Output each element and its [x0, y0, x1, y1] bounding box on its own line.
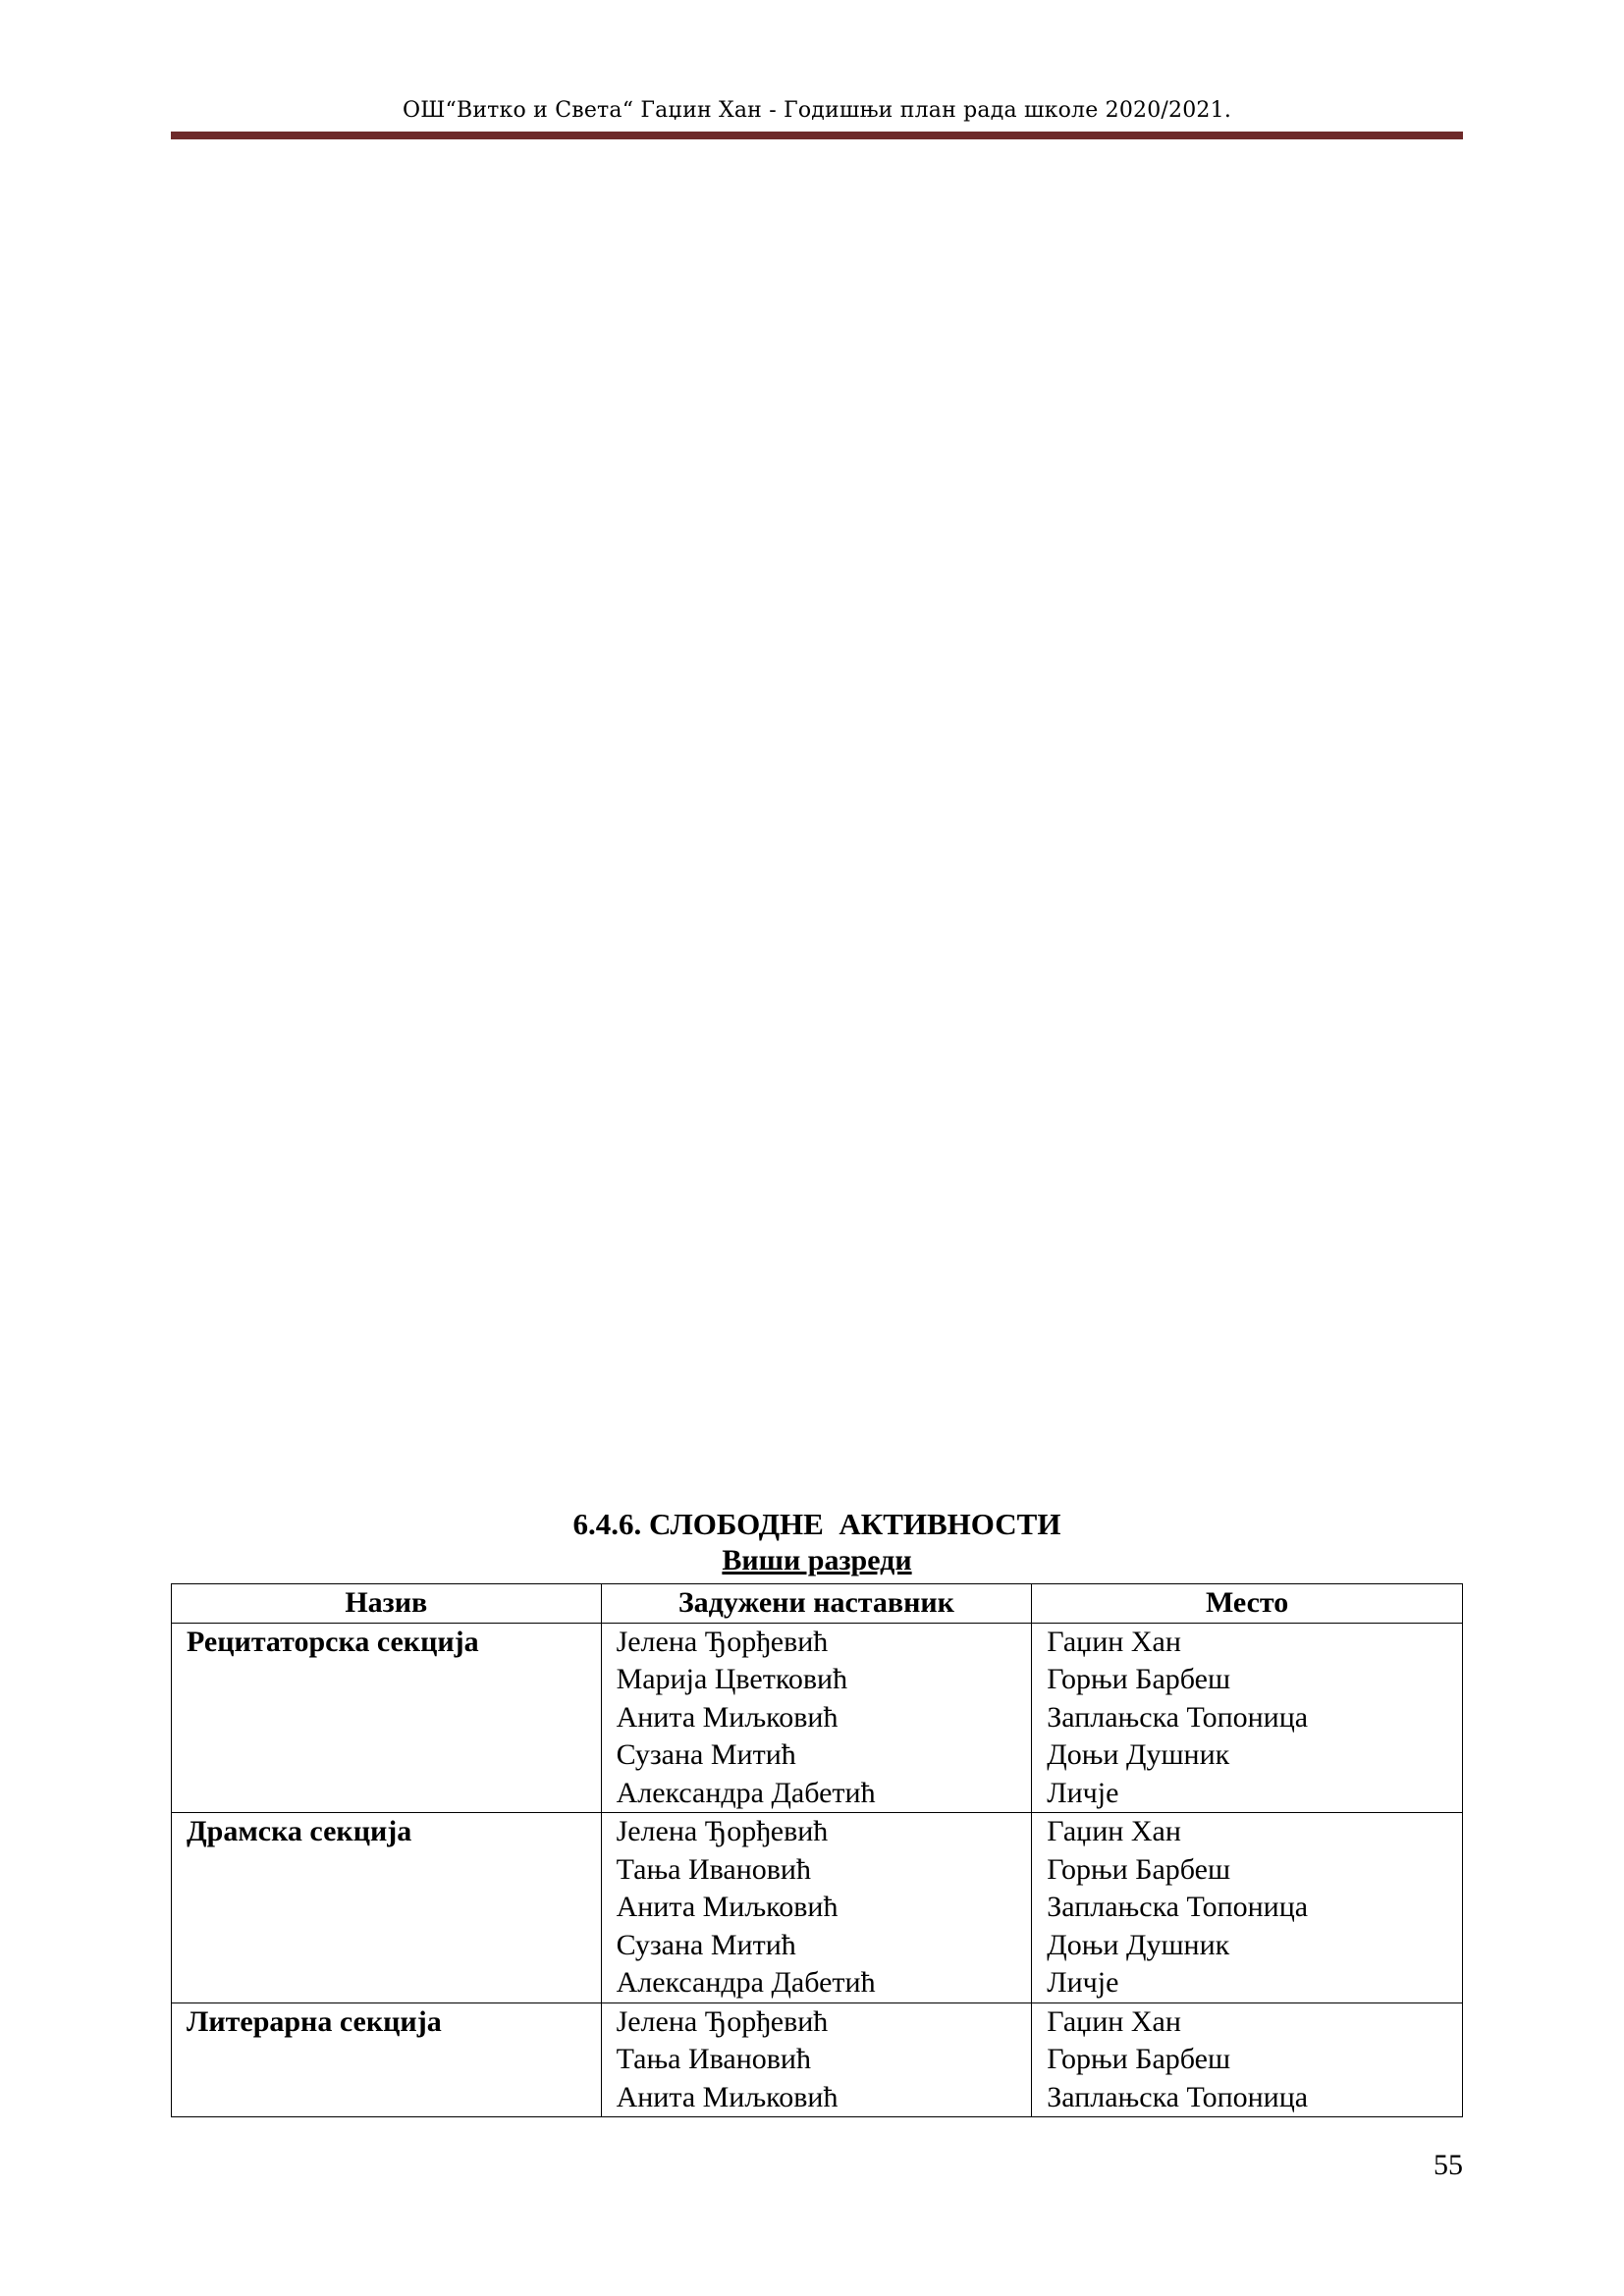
place-name: Горњи Барбеш: [1047, 1852, 1231, 1886]
teacher-name: Сузана Митић: [616, 1928, 796, 1961]
teacher-list: [601, 1623, 1032, 1813]
place-list: [1032, 1623, 1463, 1813]
activity-name: Рецитаторска секција: [172, 1623, 602, 1813]
header-rule: [171, 132, 1463, 139]
teacher-name: Јелена Ђорђевић: [616, 1625, 829, 1658]
page-number: 55: [1434, 2149, 1463, 2181]
teacher-name: Тања Ивановић: [616, 2043, 811, 2075]
place-list: [1032, 1813, 1463, 2003]
teacher-name: Марија Цветковић: [616, 1663, 848, 1695]
teacher-name: Јелена Ђорђевић: [616, 2004, 829, 2038]
place-name: Горњи Барбеш: [1047, 1663, 1231, 1695]
column-header-teacher: Задужени наставник: [601, 1584, 1032, 1624]
activity-name: Драмска секција: [172, 1813, 602, 2003]
place-name: Заплањска Топоница: [1047, 2080, 1309, 2113]
teacher-list: [601, 2002, 1032, 2117]
teacher-name: Јелена Ђорђевић: [616, 1815, 829, 1847]
table-row: [172, 1623, 1463, 1813]
activities-table: [171, 1583, 1463, 2117]
teacher-name: Александра Дабетић: [616, 1776, 876, 1809]
column-header-place: Место: [1032, 1584, 1463, 1624]
teacher-name: Анита Миљковић: [616, 1891, 839, 1923]
place-name: Заплањска Топоница: [1047, 1700, 1309, 1734]
page-header: ОШ“Витко и Света“ Гаџин Хан - Годишњи план рада школе 2020/2021.: [402, 98, 1232, 123]
teacher-name: Александра Дабетић: [616, 1966, 876, 1999]
place-name: Личје: [1047, 1966, 1119, 1999]
teacher-name: Анита Миљковић: [616, 1700, 839, 1734]
place-name: Доњи Душник: [1047, 1928, 1230, 1961]
place-name: Горњи Барбеш: [1047, 2043, 1231, 2075]
teacher-name: Анита Миљковић: [616, 2080, 839, 2113]
table-row: [172, 1813, 1463, 2003]
teacher-list: [601, 1813, 1032, 2003]
section-subtitle: Виши разреди: [722, 1544, 912, 1576]
activity-name: Литерарна секција: [172, 2002, 602, 2117]
place-name: Гаџин Хан: [1047, 1815, 1181, 1847]
table-row: [172, 2002, 1463, 2117]
teacher-name: Сузана Митић: [616, 1738, 796, 1771]
table-header-row: [172, 1584, 1463, 1624]
place-name: Личје: [1047, 1776, 1119, 1809]
place-name: Гаџин Хан: [1047, 2004, 1181, 2038]
teacher-name: Тања Ивановић: [616, 1852, 811, 1886]
place-name: Доњи Душник: [1047, 1738, 1230, 1771]
column-header-name: Назив: [172, 1584, 602, 1624]
section-title: 6.4.6. СЛОБОДНЕ АКТИВНОСТИ: [572, 1507, 1061, 1541]
place-name: Гаџин Хан: [1047, 1625, 1181, 1658]
place-name: Заплањска Топоница: [1047, 1891, 1309, 1923]
place-list: [1032, 2002, 1463, 2117]
